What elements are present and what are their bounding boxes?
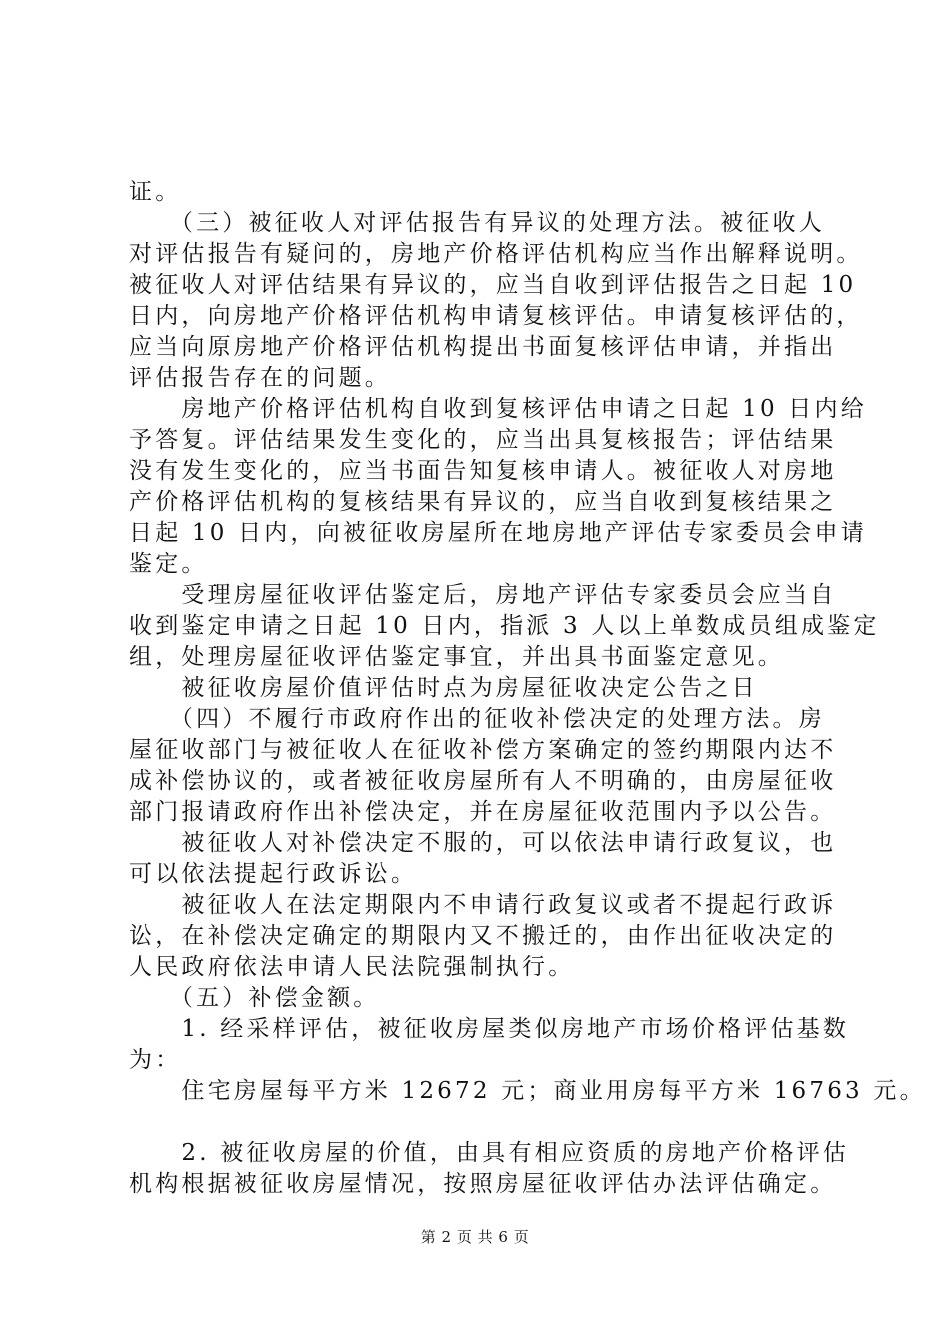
text-line: （三）被征收人对评估报告有异议的处理方法。被征收人 [129, 210, 825, 236]
text-line: 住宅房屋每平方米 12672 元；商业用房每平方米 16763 元。 [129, 1078, 926, 1104]
text-line: 可以依法提起行政诉讼。 [129, 861, 418, 887]
text-line: 鉴定。 [129, 551, 208, 577]
text-line: （四）不履行市政府作出的征收补偿决定的处理方法。房 [129, 706, 825, 732]
text-line: 收到鉴定申请之日起 10 日内，指派 3 人以上单数成员组成鉴定 [129, 613, 880, 639]
text-line: 日起 10 日内，向被征收房屋所在地房地产评估专家委员会申请 [129, 520, 867, 546]
text-line: 证。 [129, 179, 182, 205]
text-line: 为： [129, 1047, 182, 1073]
text-line: （五）补偿金额。 [129, 985, 380, 1011]
page-footer: 第 2 页 共 6 页 [420, 1228, 530, 1246]
text-line: 部门报请政府作出补偿决定，并在房屋征收范围内予以公告。 [129, 799, 837, 825]
text-line: 房地产价格评估机构自收到复核评估申请之日起 10 日内给 [129, 396, 867, 422]
text-line: 没有发生变化的，应当书面告知复核申请人。被征收人对房地 [129, 458, 837, 484]
text-line: 机构根据被征收房屋情况，按照房屋征收评估办法评估确定。 [129, 1171, 837, 1197]
text-line: 产价格评估机构的复核结果有异议的，应当自收到复核结果之 [129, 489, 837, 515]
text-line: 1. 经采样评估，被征收房屋类似房地产市场价格评估基数 [129, 1016, 850, 1042]
text-line: 被征收人对评估结果有异议的，应当自收到评估报告之日起 10 [129, 272, 857, 298]
text-line: 评估报告存在的问题。 [129, 365, 391, 391]
text-line: 日内，向房地产价格评估机构申请复核评估。申请复核评估的， [129, 303, 863, 329]
text-line: 被征收房屋价值评估时点为房屋征收决定公告之日 [129, 675, 758, 701]
text-line: 组，处理房屋征收评估鉴定事宜，并出具书面鉴定意见。 [129, 644, 784, 670]
text-line: 应当向原房地产价格评估机构提出书面复核评估申请，并指出 [129, 334, 837, 360]
text-line: 受理房屋征收评估鉴定后，房地产评估专家委员会应当自 [129, 582, 837, 608]
text-line: 被征收人对补偿决定不服的，可以依法申请行政复议，也 [129, 830, 837, 856]
text-line: 屋征收部门与被征收人在征收补偿方案确定的签约期限内达不 [129, 737, 837, 763]
text-line: 被征收人在法定期限内不申请行政复议或者不提起行政诉 [129, 892, 837, 918]
text-line: 讼，在补偿决定确定的期限内又不搬迁的，由作出征收决定的 [129, 923, 837, 949]
text-line: 人民政府依法申请人民法院强制执行。 [129, 954, 575, 980]
text-line: 成补偿协议的，或者被征收房屋所有人不明确的，由房屋征收 [129, 768, 837, 794]
text-line: 2. 被征收房屋的价值，由具有相应资质的房地产价格评估 [129, 1140, 850, 1166]
text-line: 予答复。评估结果发生变化的，应当出具复核报告；评估结果 [129, 427, 837, 453]
text-line [129, 1107, 839, 1137]
text-line: 对评估报告有疑问的，房地产价格评估机构应当作出解释说明。 [129, 241, 863, 267]
